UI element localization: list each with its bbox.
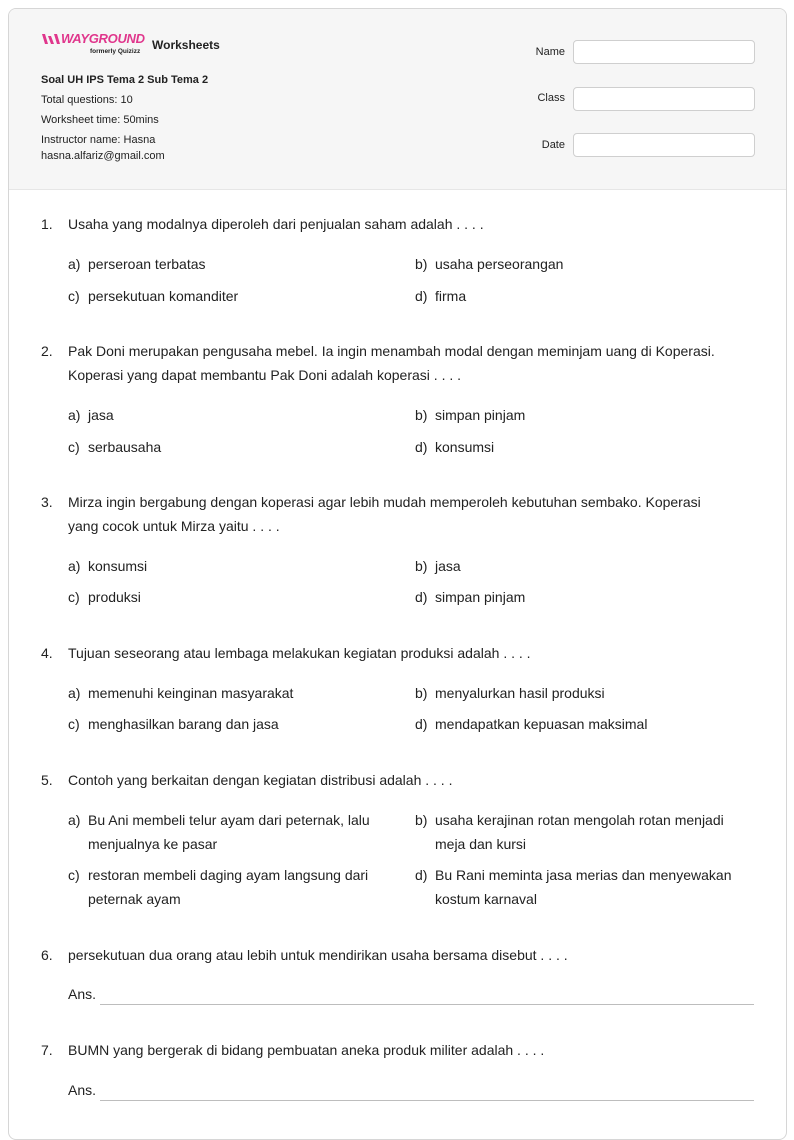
option-a: [68, 252, 408, 276]
question-number: 5.: [41, 772, 53, 788]
option-b: [415, 808, 755, 856]
option-text: firma: [435, 288, 467, 304]
option-letter: b): [415, 558, 428, 574]
option-letter: a): [68, 685, 81, 701]
name-field[interactable]: [573, 40, 755, 64]
date-label: Date: [541, 139, 565, 151]
option-letter: a): [68, 558, 81, 574]
option-letter: c): [68, 439, 80, 455]
option-letter: d): [415, 716, 428, 732]
question-number: 1.: [41, 216, 53, 232]
question-text: persekutuan dua orang atau lebih untuk mendirikan usaha bersama disebut . . . .: [68, 947, 568, 963]
option-text: simpan pinjam: [435, 407, 526, 423]
option-text: produksi: [88, 589, 141, 605]
answer-label: Ans.: [68, 1082, 97, 1098]
instructor-name: Instructor name: Hasna: [41, 134, 156, 146]
wayground-logo: [41, 31, 145, 59]
worksheet-time: Worksheet time: 50mins: [41, 114, 159, 126]
option-c: [68, 863, 408, 911]
option-text: Bu Rani meminta jasa merias dan menyewakan kostum karnaval: [435, 867, 732, 907]
option-d: [415, 435, 755, 459]
option-b: [415, 252, 755, 276]
question-number: 6.: [41, 947, 53, 963]
option-text: usaha perseorangan: [435, 256, 564, 272]
option-letter: b): [415, 812, 428, 828]
answer-label: Ans.: [68, 986, 97, 1002]
option-d: [415, 585, 755, 609]
logo-wordmark: WAYGROUND: [61, 31, 145, 46]
total-questions: Total questions: 10: [41, 94, 133, 106]
option-text: memenuhi keinginan masyarakat: [88, 685, 294, 701]
option-text: konsumsi: [435, 439, 495, 455]
option-text: mendapatkan kepuasan maksimal: [435, 716, 648, 732]
option-text: persekutuan komanditer: [88, 288, 239, 304]
option-text: perseroan terbatas: [88, 256, 206, 272]
option-c: [68, 712, 408, 736]
option-text: usaha kerajinan rotan mengolah rotan menjadi meja dan kursi: [435, 812, 724, 852]
logo-tagline: formerly Quizizz: [90, 48, 141, 55]
instructor-email: hasna.alfariz@gmail.com: [41, 150, 165, 162]
worksheet-header: [9, 9, 786, 190]
option-letter: b): [415, 256, 428, 272]
option-letter: c): [68, 589, 80, 605]
option-text: menyalurkan hasil produksi: [435, 685, 605, 701]
answer-line[interactable]: [100, 1100, 754, 1101]
option-letter: d): [415, 867, 428, 883]
option-text: jasa: [88, 407, 114, 423]
option-text: serbausaha: [88, 439, 162, 455]
quiz-title: Soal UH IPS Tema 2 Sub Tema 2: [41, 74, 209, 86]
header-title: Worksheets: [152, 38, 220, 52]
option-letter: c): [68, 716, 80, 732]
option-letter: c): [68, 867, 80, 883]
option-d: [415, 863, 755, 911]
option-c: [68, 585, 408, 609]
option-letter: a): [68, 812, 81, 828]
option-d: [415, 284, 755, 308]
question-text: Mirza ingin bergabung dengan koperasi agar lebih mudah memperoleh kebutuhan sembako. Koperasi yang cocok untuk Mirza yaitu . . . .: [68, 494, 701, 534]
option-b: [415, 403, 755, 427]
option-letter: b): [415, 407, 428, 423]
date-field[interactable]: [573, 133, 755, 157]
option-a: [68, 808, 408, 856]
option-a: [68, 681, 408, 705]
option-text: restoran membeli daging ayam langsung dari peternak ayam: [88, 867, 369, 907]
question-text: Pak Doni merupakan pengusaha mebel. Ia ingin menambah modal dengan meminjam uang di Koperasi. Koperasi yang dapat membantu Pak Doni adalah koperasi . . . .: [68, 343, 715, 383]
question-text: Contoh yang berkaitan dengan kegiatan distribusi adalah . . . .: [68, 772, 453, 788]
question-text: Tujuan seseorang atau lembaga melakukan kegiatan produksi adalah . . . .: [68, 645, 531, 661]
option-c: [68, 435, 408, 459]
worksheet: [8, 8, 787, 1140]
option-text: Bu Ani membeli telur ayam dari peternak, lalu menjualnya ke pasar: [88, 812, 370, 852]
class-field[interactable]: [573, 87, 755, 111]
question-number: 4.: [41, 645, 53, 661]
option-letter: a): [68, 256, 81, 272]
option-text: jasa: [435, 558, 461, 574]
option-letter: d): [415, 439, 428, 455]
question-number: 7.: [41, 1042, 53, 1058]
option-text: konsumsi: [88, 558, 148, 574]
option-letter: d): [415, 589, 428, 605]
logo-mark-icon: [41, 32, 61, 45]
option-b: [415, 681, 755, 705]
name-label: Name: [535, 46, 565, 58]
option-a: [68, 403, 408, 427]
option-d: [415, 712, 755, 736]
option-letter: d): [415, 288, 428, 304]
option-c: [68, 284, 408, 308]
option-letter: a): [68, 407, 81, 423]
question-number: 3.: [41, 494, 53, 510]
question-text: Usaha yang modalnya diperoleh dari penjualan saham adalah . . . .: [68, 216, 484, 232]
question-number: 2.: [41, 343, 53, 359]
question-text: BUMN yang bergerak di bidang pembuatan aneka produk militer adalah . . . .: [68, 1042, 545, 1058]
option-a: [68, 554, 408, 578]
option-text: menghasilkan barang dan jasa: [88, 716, 279, 732]
option-letter: b): [415, 685, 428, 701]
option-text: simpan pinjam: [435, 589, 526, 605]
answer-line[interactable]: [100, 1004, 754, 1005]
option-b: [415, 554, 755, 578]
class-label: Class: [537, 92, 565, 104]
option-letter: c): [68, 288, 80, 304]
